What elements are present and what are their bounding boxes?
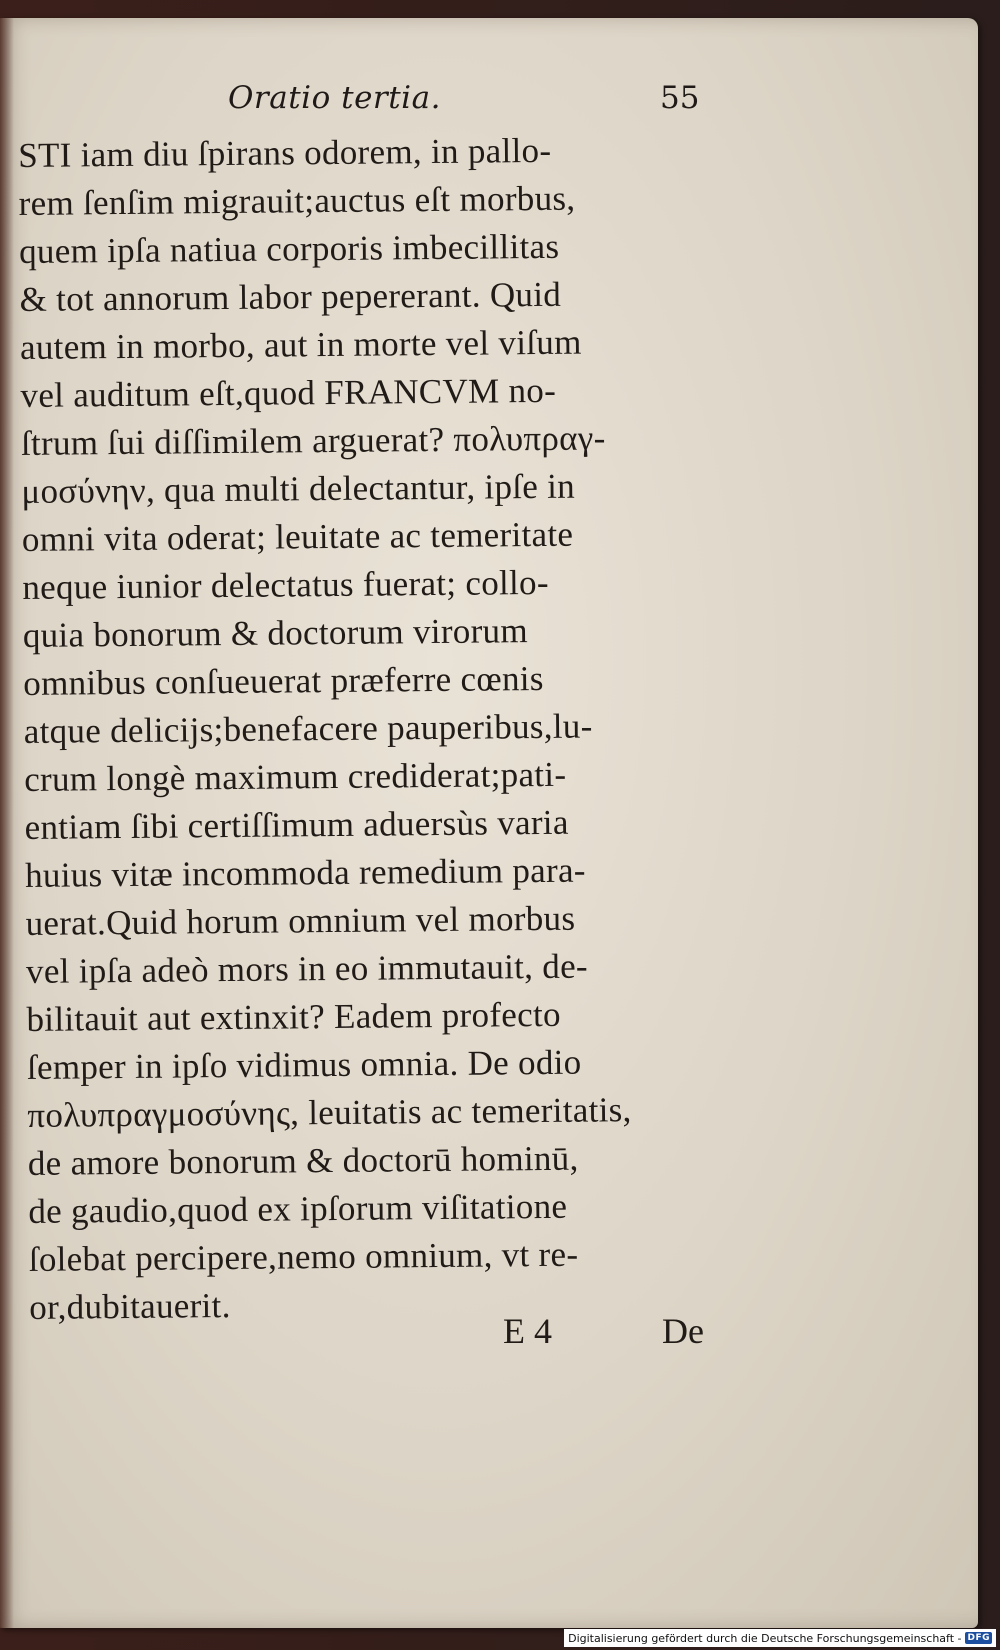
- text-line: quia bonorum & doctorum virorum: [22, 611, 529, 655]
- text-line: πολυπραγμοσύνης, leuitatis ac temeritatis,: [27, 1090, 632, 1135]
- funding-text: Digitalisierung gefördert durch die Deutsche Forschungsgemeinschaft -: [568, 1631, 962, 1645]
- text-line: STI iam diu ſpirans odorem, in pallo-: [18, 130, 552, 175]
- text-line: atque delicijs;benefacere pauperibus,lu-: [23, 706, 593, 751]
- text-line: crum longè maximum crediderat;pati-: [24, 754, 567, 799]
- text-line: uerat.Quid horum omnium vel morbus: [25, 898, 576, 943]
- page-footer: [0, 1310, 978, 1358]
- text-line: rem ſenſim migrauit;auctus eſt morbus,: [18, 178, 576, 223]
- text-line: vel ipſa adeò mors in eo immutauit, de-: [25, 946, 589, 991]
- funding-banner: [564, 1629, 996, 1647]
- text-line: ſtrum ſui diſſimilem arguerat? πολυπραγ-: [20, 418, 606, 463]
- text-line: μοσύνην, qua multi delectantur, ipſe in: [21, 466, 576, 511]
- body-text: [18, 125, 729, 1332]
- text-line: de amore bonorum & doctorū hominū,: [27, 1138, 579, 1183]
- text-line: omni vita oderat; leuitate ac temeritate: [21, 514, 574, 559]
- text-line: ſemper in ipſo vidimus omnia. De odio: [26, 1042, 582, 1087]
- text-line: huius vitæ incommoda remedium para-: [24, 850, 586, 895]
- page-gutter-shadow: [0, 18, 14, 1628]
- text-line: neque iunior delectatus fuerat; collo-: [22, 562, 550, 607]
- signature-mark: E 4: [503, 1311, 552, 1351]
- text-line: autem in morbo, aut in morte vel viſum: [19, 322, 582, 367]
- running-head: [0, 80, 978, 120]
- catchword: De: [662, 1311, 704, 1351]
- page-number: 55: [660, 80, 700, 116]
- text-line: ſolebat percipere,nemo omnium, vt re-: [28, 1234, 579, 1279]
- text-line: entiam ſibi certiſſimum aduersùs varia: [24, 802, 569, 847]
- dfg-logo: DFG: [967, 1633, 990, 1643]
- text-line: omnibus conſueuerat præferre cœnis: [23, 658, 544, 703]
- running-title: Oratio tertia.: [228, 80, 441, 116]
- text-line: or,dubitauerit.: [29, 1286, 231, 1327]
- text-line: & tot annorum labor pepererant. Quid: [19, 274, 562, 319]
- text-line: vel auditum eſt,quod FRANCVM no-: [20, 370, 557, 415]
- text-line: bilitauit aut extinxit? Eadem profecto: [26, 994, 561, 1039]
- text-line: quem ipſa natiua corporis imbecillitas: [18, 226, 560, 271]
- text-line: de gaudio,quod ex ipſorum viſitatione: [28, 1186, 568, 1231]
